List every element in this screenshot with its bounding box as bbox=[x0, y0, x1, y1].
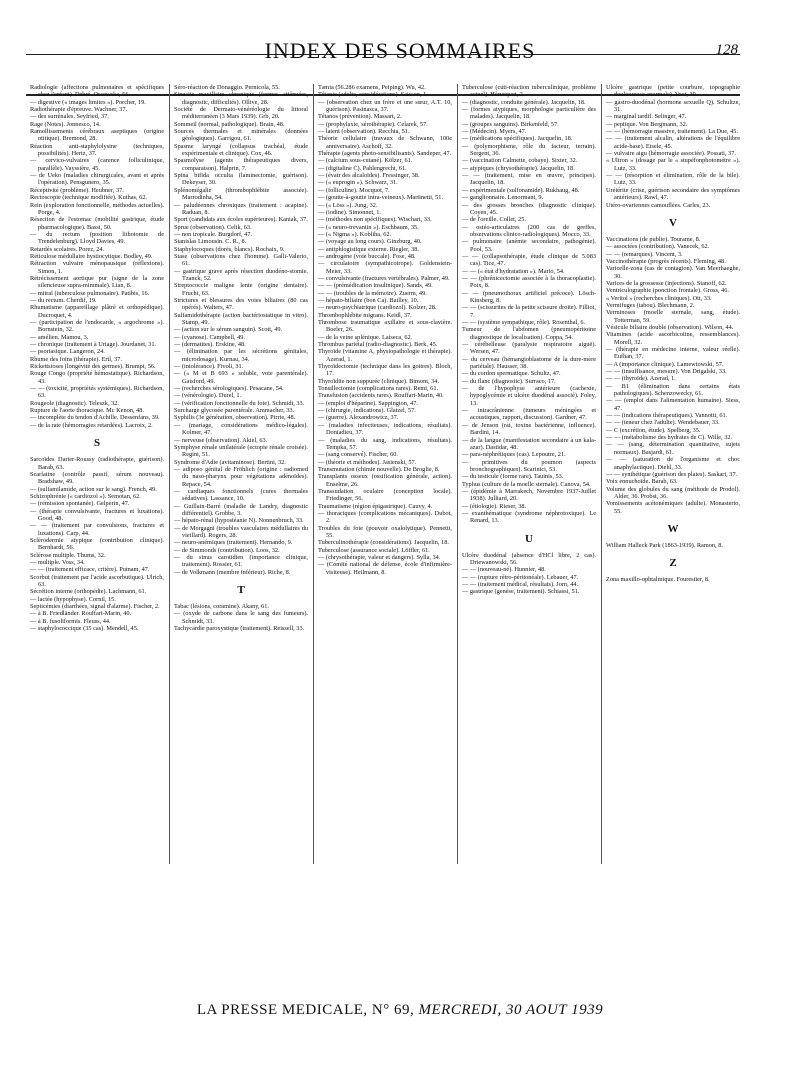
index-entry: — digestive (« images limites »). Porcher, 19. bbox=[30, 98, 146, 106]
index-entry: Symphyse rénale unilatérale (ectopie rénale croisée). Regini, 51. bbox=[174, 443, 308, 459]
index-entry: — — (insuffisance, mesure). Von Drigalski, 33. bbox=[606, 368, 727, 376]
column-divider bbox=[169, 84, 170, 864]
index-column-5 bbox=[606, 84, 740, 864]
index-entry: — marginal tardif. Selinger, 47. bbox=[606, 113, 687, 121]
index-entry: Scarlatine (contrôle passif, sérum nouveau). Bradshaw, 49. bbox=[30, 470, 164, 486]
index-entry: — — (toxicité, propriétés systémiques). Richardson, 63. bbox=[30, 385, 164, 400]
index-entry: Société de Dermato-vénéréologie du littoral méditerranéen (3 Mars 1939). Grb, 20. bbox=[174, 106, 308, 121]
index-entry: — latent (observation). Recchia, 51. bbox=[318, 128, 410, 136]
index-entry: — ganglionnaire. Lenormant, 9. bbox=[462, 194, 544, 202]
index-entry: Rouge Congo (propriété hémostatique). Richardson, 43. bbox=[30, 370, 164, 385]
index-entry: — (intolérance). Fivoli, 31. bbox=[174, 363, 244, 371]
footer-date: MERCREDI, 30 AOUT 1939 bbox=[418, 1002, 604, 1018]
index-entry: — A (importance clinique). Lamewtowski, 57. bbox=[606, 360, 724, 368]
index-entry: — primitives du poumon (aspects bronchographiques). Scarinici, 53. bbox=[462, 458, 596, 473]
index-entry: Résection de l'estomac (mobilité gastrique, étude pharmacologique). Bassi, 50. bbox=[30, 216, 164, 231]
index-entry: — amélien. Mamou, 3. bbox=[30, 333, 89, 341]
index-entry: — expérimentale (sulfonamide). Rukhaug, 48. bbox=[462, 186, 580, 194]
index-entry: — (vérification fonctionnelle du foie). Schmidt, 33. bbox=[174, 399, 305, 407]
index-entry: Sources thermales et minérales (données géologiques). Garrigou, 61. bbox=[174, 128, 308, 143]
index-entry: — exanthématique (syndrome néphrotoxique). Le Renard, 13. bbox=[462, 509, 596, 525]
index-entry: « Ultron » (dosage par le « stupéfonphotométre »). Lutz, 33. bbox=[606, 157, 740, 172]
page-title: INDEX DES SOMMAIRES bbox=[264, 38, 536, 63]
index-entry: — intracrânienne (tumeurs méningées et acoustiques, rapport, discussion). Gardner, 47. bbox=[462, 407, 596, 422]
index-entry: — (prophylaxie, sérothérapie). Celarek, 57. bbox=[318, 120, 428, 128]
index-entry: — — (hémorragie massive, traitement). La Due, 45. bbox=[606, 128, 739, 136]
index-entry: — (thérapie convulsivante, fractures et luxations). Good, 48. bbox=[30, 507, 164, 522]
index-entry: Rickettsioses (longévité des germes). Brumpt, 56. bbox=[30, 363, 156, 371]
index-entry: — du flanc (diagnostic). Surraco, 17. bbox=[462, 377, 556, 385]
index-entry: — gastrique grave après résection duodéno-stomie. Tzanck, 52. bbox=[174, 267, 308, 282]
index-column-4 bbox=[462, 84, 596, 864]
index-entry: — (vaccination Calmette, cobaye). Sixter, 32. bbox=[462, 157, 578, 165]
index-entry: Stase (observations chez l'homme). Galli-Valerio, 61. bbox=[174, 252, 308, 268]
index-entry: — (sulfamilamide, action sur le sang). French, 49. bbox=[30, 485, 157, 493]
index-entry: — para-néphrétiques (cas). Lepoutre, 21. bbox=[462, 451, 566, 459]
index-entry: — lactée (hypophyse). Cornil, 15. bbox=[30, 595, 116, 603]
index-entry: — mitral (tuberculose pulmonaire). Patibis, 16. bbox=[30, 289, 150, 297]
column-divider bbox=[601, 84, 602, 864]
index-entry: — (oxyde de carbone dans le sang des fumeurs). Schmidt, 33. bbox=[174, 610, 308, 625]
section-letter: Z bbox=[669, 557, 677, 570]
index-entry: — (mariage, considérations médico-légales). Kolmer, 47. bbox=[174, 421, 308, 437]
index-entry: — cervico-vulvaires (carence folliculinique, parallèle). Vayssière, 45. bbox=[30, 157, 164, 172]
index-entry: — — (thyroïde). Azerad, 1. bbox=[606, 375, 676, 383]
index-entry: — (maladies du sang, indications, résultats). Tempka, 57. bbox=[318, 436, 452, 451]
index-entry: — — (teneur chez l'adulte). Wendebauer, 33. bbox=[606, 419, 720, 427]
index-entry: Vitamines (acide ascorbicotine, ressemblances). Morell, 32. bbox=[606, 331, 740, 346]
index-entry: — de l'oreille. Collet, 25. bbox=[462, 216, 526, 224]
index-entry: — antiphlogistique externe. Riegler, 38. bbox=[318, 245, 419, 253]
index-entry: Ulcère gastrique (petite courbure, topographie douloureuse anormale). Voet, 39. bbox=[606, 84, 740, 99]
index-entry: — — synthétique (guérison des plaies). Saskari, 37. bbox=[606, 470, 738, 478]
index-entry: Utéro-ovariennes camouflées. Carles, 23. bbox=[606, 201, 711, 209]
index-entry: Rupture de l'aorte thoracique. Mc Kenon, 48. bbox=[30, 407, 144, 415]
index-entry: — peptique. Von Bergmann, 32. bbox=[606, 120, 688, 128]
index-entry: Tuberculose (assurance sociale). Löffler, 61. bbox=[318, 546, 430, 554]
index-entry: Vomissements acétonémiques (adulte). Monasterio, 55. bbox=[606, 500, 740, 515]
index-entry: — — (scissurites de la petite scissure droite). Fillioi, 7. bbox=[462, 304, 596, 319]
index-entry: Ramollissements cérébraux aseptiques (origine otitique). Bremond, 28. bbox=[30, 128, 164, 143]
index-entry: Sinusite maxillaire chronique (formes atténuées, diagnostic, difficultés). Ollive, 28. bbox=[174, 91, 308, 106]
index-entry: Syndrome d'Adie (avitaminose). Bertini, 32. bbox=[174, 458, 286, 466]
index-entry: Staphylocoques (dorés, blancs). Rochaix, 9. bbox=[174, 245, 285, 253]
index-entry: Rougeole (diagnostic). Teleszk, 32. bbox=[30, 399, 119, 407]
index-entry: Spasme laryngé (collapsus trachéal, étude expérimentale et clinique). Cox, 46. bbox=[174, 142, 308, 158]
index-entry: — hépato-rénal (hypostéanie N). Nonnenbruch, 33. bbox=[174, 517, 304, 525]
index-entry: Sécrétion interne (orthopédie). Lachmann, 61. bbox=[30, 588, 147, 596]
index-entry: — — (système sympathique, rôle). Rosenthal, 6. bbox=[462, 319, 586, 326]
index-entry: Surcharge glycosée parentérale. Ammacher, 33. bbox=[174, 407, 295, 415]
index-entry: Septicémies (diarrhées, signal d'alarme). Fischer, 2. bbox=[30, 603, 160, 611]
index-entry: — — (traitement par convulsions, fractures et luxations). Carp, 44. bbox=[30, 522, 164, 537]
index-entry: — — (phrénicectomie associée à la thoracoplastie). Poix, 8. bbox=[462, 274, 596, 290]
index-entry: — du testicule (forme rare). Tauinis, 53. bbox=[462, 473, 564, 481]
index-entry: Transsudation oculaire (conception locale). Friedinger, 56. bbox=[318, 487, 452, 503]
index-entry: — androgène (voie buccale). Fose, 48. bbox=[318, 252, 416, 260]
index-entry: Transfusion (accidents rares). Rouffart-Marin, 40. bbox=[318, 392, 444, 400]
index-entry: Tabac (lésions, coramine). Akany, 61. bbox=[174, 603, 269, 611]
index-entry: — — (saturation de l'organisme et choc anaphylactique). Diehl, 33. bbox=[606, 456, 740, 471]
index-entry: Schizophrénie (« cardiozol »). Semotan, 62. bbox=[30, 492, 141, 500]
index-entry: Vésicule biliaire double (observation). Wilson, 44. bbox=[606, 323, 734, 331]
index-entry: Strictures et blessures des voies biliaires (80 cas opérés). Walters, 47. bbox=[174, 296, 308, 312]
index-entry: — (thérapie en médecine interne, valeur réelle). Eufhan, 37. bbox=[606, 346, 740, 361]
index-entry: Transmutation (chimie nouvelle). De Broglie, 8. bbox=[318, 465, 440, 473]
index-entry: Typhus (culture de la moelle sternale). Canova, 54. bbox=[462, 480, 591, 488]
index-entry: Théorie cellulaire (travaux de Schwann, 100e anniversaire). Aschoff, 32. bbox=[318, 135, 452, 150]
index-entry: — ostéo-articulaires (200 cas de greffes, observations clinico-radiologiques). Mocco, 33. bbox=[462, 223, 596, 238]
index-entry: — neuro-anémiques (traitement). Hernando, 9. bbox=[174, 539, 293, 547]
index-entry: — (étiologie). Rieser, 38. bbox=[462, 502, 527, 510]
index-entry: — (diagnostic, conduite générale). Jacquelin, 18. bbox=[462, 98, 586, 106]
index-entry: Réticulose médullaire hystiocytique. Bodley, 49. bbox=[30, 252, 153, 260]
index-entry: Sclérose multiple. Thums, 32. bbox=[30, 551, 106, 559]
footer-journal: LA PRESSE MEDICALE, N° 69, bbox=[196, 1002, 419, 1018]
index-entry: Transplants osseux (ossification générale, action). Enselme, 26. bbox=[318, 473, 452, 488]
index-entry: — B1 (élimination dans certains états pathologiques). Schenzowecky, 61. bbox=[606, 382, 740, 398]
index-entry: — — (collapsothérapie, étude clinique de 5.083 cas). Tice, 47. bbox=[462, 252, 596, 268]
index-entry: — (rémission spontanée). Gelperin, 47. bbox=[30, 500, 130, 508]
index-entry: — (sang conservé). Fischer, 60. bbox=[318, 451, 399, 459]
index-entry: — adiposo génital de Fröhlich (origine : radiomed du naso-pharynx pour végétations adénoïdes). Repace, 54. bbox=[174, 465, 308, 488]
index-entry: Sommeil (normal, pathologique). Brain, 48. bbox=[174, 120, 285, 128]
index-entry: Radiologie (affections pulmonaires et spécifiques chez l'enfant). Debré. Ossowska, 56. bbox=[30, 84, 164, 99]
index-entry: — circulatoire (sympathicotrope). Goldenstein-Meier, 33. bbox=[318, 260, 452, 275]
index-entry: Rétrécissement aortique pur (signe de la zone silencieuse supra-mimmale). Lian, 8. bbox=[30, 274, 164, 290]
index-entry: Tétanie (adulte, considérations). Saisson, 1. bbox=[318, 91, 428, 99]
index-entry: Varices de la grossesse (injections). Stanoff, 62. bbox=[606, 279, 727, 287]
index-entry: — (chirurgie, indications). Glatzel, 57. bbox=[318, 407, 416, 415]
index-entry: Streptococcie maligne lente (origine dentaire). Frucht, 63. bbox=[174, 282, 308, 297]
index-entry: — de Ueko (maladies chirurgicales, avant et après l'opération). Pensgunero, 35. bbox=[30, 172, 164, 187]
index-entry: — du cordon spermatique. Schultz, 47. bbox=[462, 370, 561, 378]
index-entry: — (voyage au long cours). Ginzburg, 40. bbox=[318, 238, 422, 246]
index-entry: — (« euprogin »). Schwarz, 31. bbox=[318, 179, 398, 187]
index-entry: — (participation de l'endocarde, « argochrome »). Bornstein, 32. bbox=[30, 319, 164, 334]
index-entry: — (groupes sanguins). Birkenfeld, 57. bbox=[462, 120, 559, 128]
index-entry: — hépato-biliaire (bon Ca). Bailley, 10. bbox=[318, 296, 419, 304]
index-column-2 bbox=[174, 84, 308, 864]
index-entry: — — (pneumothorax artificiel précoce). Lösch-Kinsberg, 8. bbox=[462, 289, 596, 304]
index-entry: — (emploi d'héparine). Sappington, 47. bbox=[318, 399, 418, 407]
index-entry: Tumeur de l'abdomen (pneumopéritoine diagnostique de localisation). Coppa, 54. bbox=[462, 326, 596, 341]
index-entry: — (maladies infectieuses, indications, résultats). Doniadieu, 37. bbox=[318, 421, 452, 437]
index-entry: — à B. Friedländer. Rouffart-Marin, 40. bbox=[30, 610, 132, 618]
index-entry: — — (rupture rétro-péritonéale). Lebauer, 47. bbox=[462, 573, 579, 581]
section-letter: U bbox=[525, 532, 533, 545]
index-entry: Thyroïdectomie (technique dans les goitres). Bloch, 17. bbox=[318, 363, 452, 378]
index-column-1 bbox=[30, 84, 164, 864]
index-entry: Varicelle-zona (cas de contagion). Van Meerhaeghe, 30. bbox=[606, 265, 740, 280]
index-entry: — (chrysothérapie, valeur et dangers). Sylla, 34. bbox=[318, 554, 441, 561]
section-letter: T bbox=[237, 584, 245, 597]
index-entry: Splénomégalie (thrombophlébite associée). Marrodinha, 54. bbox=[174, 186, 308, 202]
index-entry: — nerveuse (observation). Akiel, 63. bbox=[174, 436, 268, 444]
index-entry: — — (traitement alcalin, altérations de l'équilibre acide-base). Eisele, 45. bbox=[606, 135, 740, 150]
index-entry: Sport (candidats aux écoles supérieures). Kaniak, 37. bbox=[174, 216, 308, 224]
index-entry: — — (traitement, mise en œuvre, principes). Jacquelin, 18. bbox=[462, 172, 596, 187]
index-entry: — de la langue (manifestation secondaire à un kala-azar). Dastidar, 48. bbox=[462, 436, 596, 451]
index-entry: — (méthodes non spécifiques). Wischart, 33. bbox=[318, 216, 432, 224]
index-entry: — du rectum (position lithotomie de Trendelenburg). Lloyd Davies, 49. bbox=[30, 230, 164, 246]
index-entry: — (Médecin). Myers, 47. bbox=[462, 128, 527, 136]
index-entry: — à B. fusoliformis. Fleuss, 44. bbox=[30, 617, 111, 625]
index-entry: Tuberculose (cuti-réaction tuberculinique, problème actuel). Hérvequet, 2. bbox=[462, 84, 596, 99]
index-entry: Vaccinations (de publie). Tourame, 8. bbox=[606, 235, 701, 243]
index-entry: — — (sang, détermination quantitative, sujets normaux). Basjardi, 61. bbox=[606, 441, 740, 456]
index-entry: — staphylococcique (35 cas). Mendell, 45. bbox=[30, 625, 139, 633]
index-entry: — du cerveau (hémangioblastome de la dure-mère pariétale). Hausser, 38. bbox=[462, 355, 596, 371]
section-letter: S bbox=[93, 437, 101, 450]
index-entry: — de l'hypophyse antérieure (cachexie, hypoglycémie et ulcère duodénal associé). Foley, 13. bbox=[462, 385, 596, 407]
index-entry: Sulfamidothérapie (action bactériostatique in vitro). Stamp, 49. bbox=[174, 311, 308, 326]
page-footer bbox=[0, 1002, 800, 1019]
index-columns bbox=[30, 84, 742, 864]
index-entry: — (dermatites). Erskine, 48. bbox=[174, 341, 246, 349]
index-entry: — des surrénales. Seyfried, 37. bbox=[30, 113, 109, 121]
index-entry: — (iodine). Simonnet, 1. bbox=[318, 208, 381, 216]
index-entry: — (vénérologie). Durel, 1. bbox=[174, 392, 242, 400]
index-entry: — gastro-duodénal (hormone sexuelle Q). Schultze, 31. bbox=[606, 98, 740, 114]
index-entry: — atypiques (chrysothérapie). Jacquelin, 18. bbox=[462, 164, 575, 172]
index-entry: Tachycardie paroxystique (traitement). Reissell, 33. bbox=[174, 625, 305, 633]
index-entry: — (calcium sous-cutané). Kölzer, 61. bbox=[318, 157, 413, 165]
index-entry: — (digitaline C). Pahlengrecht, 61. bbox=[318, 164, 407, 172]
index-entry: — (épidémie à Marrakech, Novembre 1937-Juillet 1938). Julliard, 20. bbox=[462, 487, 596, 503]
index-entry: Volume des globules du sang (méthode de Prodol). Alder, 36. Probst, 36. bbox=[606, 485, 740, 500]
index-entry: — incomplète du tendon d'Achille. Dessenfans, 39. bbox=[30, 414, 160, 422]
index-entry: Verminoses (moelle sternale, sang, étude). Totterman, 59. bbox=[606, 309, 740, 324]
index-entry: Tétanos (prévention). Massart, 2. bbox=[318, 113, 402, 121]
index-entry: Radiothérapie d'épreuve. Wachner, 37. bbox=[30, 106, 128, 114]
index-entry: — de Simmonds (contribution). Loos, 32. bbox=[174, 546, 280, 554]
index-entry: William Halleck Park (1863-1939). Ramon, 8. bbox=[606, 541, 723, 549]
column-divider bbox=[313, 84, 314, 864]
index-entry: — — (métabolisme des hydrates de C). Wille, 32. bbox=[606, 434, 733, 442]
index-entry: Spasmolyse (agents thérapeutiques divers, comparaison). Halprin, 7. bbox=[174, 157, 308, 172]
index-entry: — Guillain-Barré (maladie de Landry, diagnostic différentiel). Grobbe, 3. bbox=[174, 502, 308, 517]
index-entry: Traumatisme (région épigastrique). Cauvy, 4. bbox=[318, 502, 433, 510]
index-entry: — chronique (traitement à Uriage). Jourdanet, 31. bbox=[30, 341, 157, 349]
index-entry: Vermifuges (tabou). Blechmann, 2. bbox=[606, 301, 695, 309]
index-entry: — — (prémédication insulinique). Sands, 49. bbox=[318, 282, 433, 290]
index-entry: — (« Löss »). Jung, 32. bbox=[318, 201, 378, 209]
index-entry: Thyroïde (vitamine A, physiopathologie et thérapie). Azerad, 1. bbox=[318, 348, 452, 363]
index-entry: Urétérite (crise, guérison secondaire des symptômes antérieurs). Rawl, 47. bbox=[606, 186, 740, 202]
index-entry: — non tropicale. Burgdorf, 47. bbox=[174, 230, 253, 238]
index-entry: — — (traitement efficace, critère). Putnam, 47. bbox=[30, 566, 150, 574]
index-entry: — gastrique (genèse, traitement). Schiassi, 51. bbox=[462, 588, 580, 596]
index-entry: Tonsillectomie (complications rares). Remi, 61. bbox=[318, 385, 439, 393]
index-entry: — du rectum. Cherdif, 19. bbox=[30, 296, 97, 304]
index-entry: — (« neuro-trevantin »). Eschbaum, 35. bbox=[318, 223, 419, 231]
index-entry: — de Jenson (rat, toxine bactérienne, influence). Bardini, 14. bbox=[462, 421, 596, 437]
index-entry: Syphilis (3e génération, observation). Pirrie, 48. bbox=[174, 414, 296, 422]
page-number: 128 bbox=[715, 42, 738, 58]
index-entry: — — (résorption et élimination, rôle de la bile). Lutz, 33. bbox=[606, 172, 740, 187]
index-entry: Réceptivité (problème). Heubner, 37. bbox=[30, 186, 124, 194]
index-entry: — (élimination par les sécrétions génitales, microdosage). Kurnau, 34. bbox=[174, 348, 308, 363]
index-entry: « Veritol » (recherches cliniques). Ott, 33. bbox=[606, 294, 712, 302]
index-entry: — (polymorphisme, rôle du facteur, terrain). Sergent, 36. bbox=[462, 142, 596, 158]
index-entry: Rhume des foins (thérapie). Ertl, 37. bbox=[30, 355, 122, 363]
index-entry: — (cyanose). Campbell, 49. bbox=[174, 333, 245, 341]
index-entry: Vaccinothérapie (progrès récents). Fleming, 48. bbox=[606, 257, 726, 265]
index-entry: — (théorie et méthodes). Jasienski, 57. bbox=[318, 458, 417, 466]
index-entry: Tænia (56.286 examens, Peiping). Wu, 42. bbox=[318, 84, 426, 91]
index-entry: — (goutte-à-goutte intra-veineux). Martinetti, 51. bbox=[318, 194, 444, 202]
index-entry: — (Comité national de défense, école d'infirmière-visiteuse). Heilmann, 8. bbox=[318, 561, 452, 576]
index-entry: Rein (exploration fonctionnelle, méthodes actuelles). Porge, 4. bbox=[30, 201, 164, 216]
index-entry: — psoriasique. Langeron, 24. bbox=[30, 348, 105, 356]
index-entry: Rage (Notes). Jonnesco, 14. bbox=[30, 120, 101, 128]
index-entry: Voix ennuchoïde. Barab, 63. bbox=[606, 478, 678, 486]
index-entry: — pulmonaire (anémie secondaire, pathogénie). Pool, 53. bbox=[462, 238, 596, 253]
index-entry: Rhumatisme (appareillage plâtré et orthopédique). Ducroquet, 4. bbox=[30, 304, 164, 319]
index-entry: — de Volkmann (membre inférieur). Riche, 8. bbox=[174, 568, 291, 576]
index-entry: — cérébelleuse (paralysie respiratoire aiguë). Wersen, 47. bbox=[462, 341, 596, 356]
index-entry: — convulsivante (fractures vertébrales). Palmer, 49. bbox=[318, 274, 450, 282]
index-entry: Retardés scolaires. Porez, 24. bbox=[30, 245, 105, 253]
index-entry: — cardiaques fonctionnels (cures thermales sédatives). Lassance, 10. bbox=[174, 487, 308, 503]
index-entry: Ventriculographie (ponction frontale). Gross, 46. bbox=[606, 287, 729, 295]
index-entry: — — (nouveau-né). Hunnier, 48. bbox=[462, 566, 546, 574]
index-entry: — (action sur le sérum sanguin). Scott, 49. bbox=[174, 326, 283, 334]
index-entry: Séro-réaction de Donaggio. Pernicola, 55. bbox=[174, 84, 280, 91]
column-divider bbox=[457, 84, 458, 864]
index-entry: — associées (contribution). Vanecek, 62. bbox=[606, 243, 710, 251]
index-entry: — (« M et B 693 » soluble, voie parentérale). Gaisford, 49. bbox=[174, 370, 308, 385]
index-entry: Thérapie (agents photo-sensibilisants). Sandeper, 47. bbox=[318, 150, 452, 158]
index-entry: — — (traitement médical, résultats). Jorn, 44. bbox=[462, 581, 579, 588]
index-entry: Troubles du foie (pouvoir oxalolytique). Pennetti, 55. bbox=[318, 524, 452, 539]
index-entry: — paludéennes chroniques (traitement : acapine). Raduan, 8. bbox=[174, 201, 308, 216]
index-entry: Zona maxillo-ophtalmique. Fourestier, 8. bbox=[606, 576, 710, 584]
index-entry: Scorbut (traitement par l'acide ascorbutique). Ulrich, 63. bbox=[30, 573, 164, 588]
index-entry: Stanislas Limousin. C. R., 8. bbox=[174, 238, 247, 246]
index-entry: Thyroïdite non suppurée (clinique). Bimont, 34. bbox=[318, 377, 440, 385]
index-entry: Thrombus pariétal (radio-diagnostic). Berk, 45. bbox=[318, 341, 438, 349]
index-entry: Rectoscopie (technique modifiée). Kuthas, 62. bbox=[30, 194, 147, 202]
index-entry: — de la rate (hémorragies retardées). Lacroix, 2. bbox=[30, 421, 153, 429]
index-entry: — C (excrétion, étude). Spelberg, 35. bbox=[606, 426, 701, 434]
index-entry: Tuberculinothérapie (considérations). Jacquelin, 18. bbox=[318, 539, 449, 547]
index-entry: — de Morgagni (troubles vasculaires médullaires du vieillard). Rogers, 28. bbox=[174, 524, 308, 539]
index-entry: — vulvaire aigu (hémorragie associée). Possati, 37. bbox=[606, 150, 736, 158]
index-entry: — (évatr des alcaloïdes). Fressinger, 38. bbox=[318, 172, 420, 180]
index-entry: — (formes atypiques, morphologie particulière des malades). Jacquelin, 18. bbox=[462, 106, 596, 121]
index-entry: — — (indications thérapeutiques). Vannotti, 61. bbox=[606, 412, 728, 420]
index-entry: — du sinus carotidien (importance clinique, traitement). Rossier, 61. bbox=[174, 554, 308, 569]
index-entry: Sprue (observation). Celik, 63. bbox=[174, 223, 252, 231]
index-entry: — multiple. Voss, 34. bbox=[30, 558, 85, 566]
index-entry: Thrombophlébite migrans. Keidl, 37. bbox=[318, 311, 412, 319]
index-column-3 bbox=[318, 84, 452, 864]
index-entry: — — (emploi dans l'alimentation humaine). Siess, 47. bbox=[606, 397, 740, 412]
index-entry: — (« Nigma »). Kobliha, 62. bbox=[318, 230, 392, 238]
section-letter: W bbox=[667, 522, 679, 535]
index-entry: Ulcère duodénal (absence d'HCl libre, 2 cas). Driewanowski, 56. bbox=[462, 551, 596, 566]
index-entry: — (observation chez un frère et une sœur, A.T. 10, guérison). Pasinasca, 37. bbox=[318, 98, 452, 114]
index-entry: — de la veine splénique. Laiseca, 62. bbox=[318, 333, 413, 341]
index-entry: Spina bifida occulta (laminectomie, guérison). Dekeyser, 30. bbox=[174, 172, 308, 187]
index-entry: — — (« état d'hydratation »). Mario, 54. bbox=[462, 267, 565, 275]
index-entry: Sarcoïdes Darier-Roussy (radiothérapie, guérison). Barab, 63. bbox=[30, 456, 164, 471]
index-entry: — thoraciques (complications mécaniques). Dubot, 2. bbox=[318, 509, 452, 525]
index-entry: — — (troubles de la mémoire). Zuerm, 49. bbox=[318, 289, 427, 297]
index-entry: Thrombose traumatique axillaire et sous-clavière. Boeler, 26. bbox=[318, 319, 452, 334]
section-letter: V bbox=[669, 216, 677, 229]
index-entry: Sclérodermie atypique (contribution clinique). Bernhardt, 56. bbox=[30, 536, 164, 552]
index-entry: — (folliculine). Mocquot, 7. bbox=[318, 186, 390, 194]
index-entry: — — (remarques). Vincent, 3. bbox=[606, 250, 683, 258]
index-entry: Réaction anti-staphylolysine (techniques, possibilités). Hertz, 37. bbox=[30, 142, 164, 158]
index-entry: Rétraction vulvaire ménopausique (réflexions). Simon, 1. bbox=[30, 260, 164, 275]
index-entry: — (médications spécifiques). Jacquelin, 18. bbox=[462, 135, 573, 143]
page-header bbox=[0, 32, 800, 66]
index-entry: — neuro-psychiatrique (cardiozol). Kolzer, 28. bbox=[318, 304, 437, 312]
index-entry: — (recherches sérologiques). Pesacane, 54. bbox=[174, 385, 284, 393]
index-entry: — des grosses bronches (diagnostic clinique). Coyen, 45. bbox=[462, 201, 596, 216]
index-entry: — (guerre). Alexandrowicz, 37. bbox=[318, 414, 399, 422]
